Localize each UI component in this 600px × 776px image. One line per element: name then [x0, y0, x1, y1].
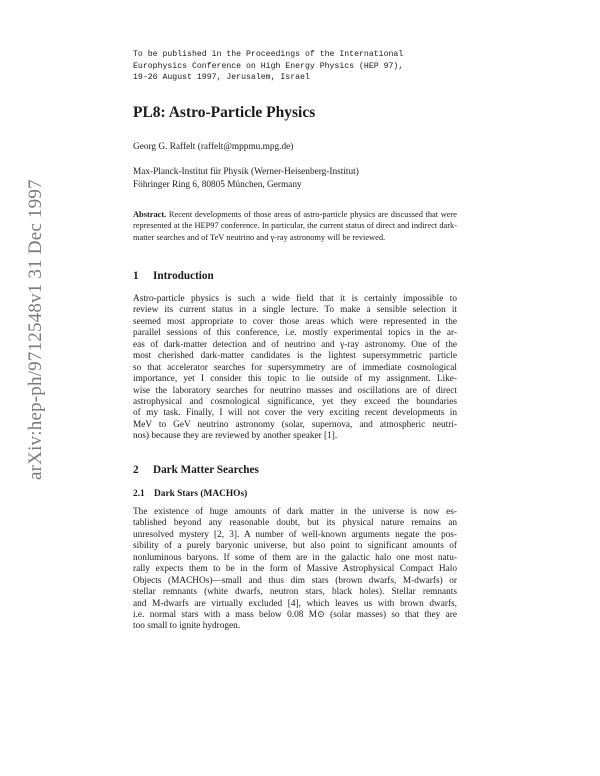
paragraph-line: unresolved mystery [2, 3]. A number of well-known arguments negate the pos-: [133, 529, 457, 540]
paragraph-line: seemed most appropriate to cover those areas which were represented in the: [133, 316, 457, 327]
arxiv-identifier-stamp: arXiv:hep-ph/9712548v1 31 Dec 1997: [25, 179, 46, 480]
paragraph-line: so that accelerator searches for supersymmetry are of immediate cosmological: [133, 362, 457, 373]
publication-note-line: 19-26 August 1997, Jerusalem, Israel: [133, 73, 310, 82]
publication-note-line: Europhysics Conference on High Energy Physics (HEP 97),: [133, 61, 404, 71]
paragraph-line: nonluminous baryons. If some of them are in the galactic halo one most natu-: [133, 552, 457, 563]
paragraph-line: The existence of huge amounts of dark matter in the universe is now es-: [133, 507, 457, 517]
paragraph-line: wise the laboratory searches for neutrino masses and oscillations are of direct: [133, 385, 457, 396]
abstract-text: Recent developments of those areas of astro-particle physics are discussed that were represented at the HEP97 conference. In particular, the current status of direct and indirect dark-matter searches and of TeV neutrino and γ-ray astronomy will be reviewed.: [133, 210, 457, 242]
publication-note-line: To be published in the Proceedings of the International: [133, 50, 404, 59]
abstract: [133, 209, 457, 243]
paragraph-line: and M-dwarfs are virtually excluded [4], which leaves us with brown dwarfs,: [133, 598, 457, 609]
paragraph-line: tablished beyond any reasonable doubt, but its physical nature remains an: [133, 518, 457, 529]
section-number: 1: [133, 270, 139, 282]
paragraph-line: Astro-particle physics is such a wide field that it is certainly impossible to: [133, 294, 457, 304]
introduction-paragraph: [133, 294, 457, 443]
paragraph-line: eas of dark-matter detection and of neutrino and γ-ray astronomy. One of the: [133, 339, 457, 350]
paragraph-line: MeV to GeV neutrino astronomy (solar, supernova, and atmospheric neutri-: [133, 419, 457, 430]
paragraph-line: stellar remnants (white dwarfs, neutron stars, black holes). Stellar remnants: [133, 587, 457, 598]
paragraph-line: of my task. Finally, I will not cover the very exciting recent developments in: [133, 408, 457, 419]
subsection-title: Dark Stars (MACHOs): [154, 489, 248, 499]
section-number: 2: [133, 464, 139, 476]
paragraph-line: sibility of a purely baryonic universe, but also point to significant amounts of: [133, 541, 457, 552]
abstract-label: Abstract.: [133, 210, 167, 219]
paragraph-line: too small to ignite hydrogen.: [133, 621, 241, 632]
paper-title: PL8: Astro-Particle Physics: [133, 104, 316, 121]
dark-stars-paragraph: [133, 507, 457, 633]
paragraph-line: rally expects them to be in the form of Massive Astrophysical Compact Halo: [133, 564, 457, 575]
section-title: Dark Matter Searches: [153, 464, 259, 476]
subsection-heading-dark-stars: [133, 489, 247, 499]
paragraph-line: most cherished dark-matter candidates is the lightest supersymmetric particle: [133, 351, 457, 362]
section-heading-introduction: [133, 270, 214, 282]
affiliation: [133, 166, 359, 192]
paragraph-line: parallel sessions of this conference, i.e. mostly experimental topics in the ar-: [133, 328, 457, 339]
paragraph-line: review its current status in a single lecture. To make a sensible selection it: [133, 305, 457, 316]
paragraph-line: Objects (MACHOs)—small and thus dim stars (brown dwarfs, M-dwarfs) or: [133, 575, 457, 586]
section-heading-dark-matter-searches: [133, 464, 259, 476]
author-line: Georg G. Raffelt (raffelt@mppmu.mpg.de): [133, 142, 294, 152]
section-title: Introduction: [153, 270, 214, 282]
paragraph-line: i.e. normal stars with a mass below 0.08 M⊙ (solar masses) so that they are: [133, 609, 457, 620]
paragraph-line: astrophysical and cosmological significance, yet they exceed the boundaries: [133, 396, 457, 407]
affiliation-line: Föhringer Ring 6, 80805 München, Germany: [133, 180, 302, 190]
subsection-number: 2.1: [133, 489, 145, 499]
paragraph-line: nos) because they are reviewed by another speaker [1].: [133, 431, 338, 442]
affiliation-line: Max-Planck-Institut für Physik (Werner-Heisenberg-Institut): [133, 167, 359, 177]
publication-note: [133, 49, 473, 84]
paragraph-line: importance, yet I consider this topic to lie outside of my assignment. Like-: [133, 374, 457, 385]
